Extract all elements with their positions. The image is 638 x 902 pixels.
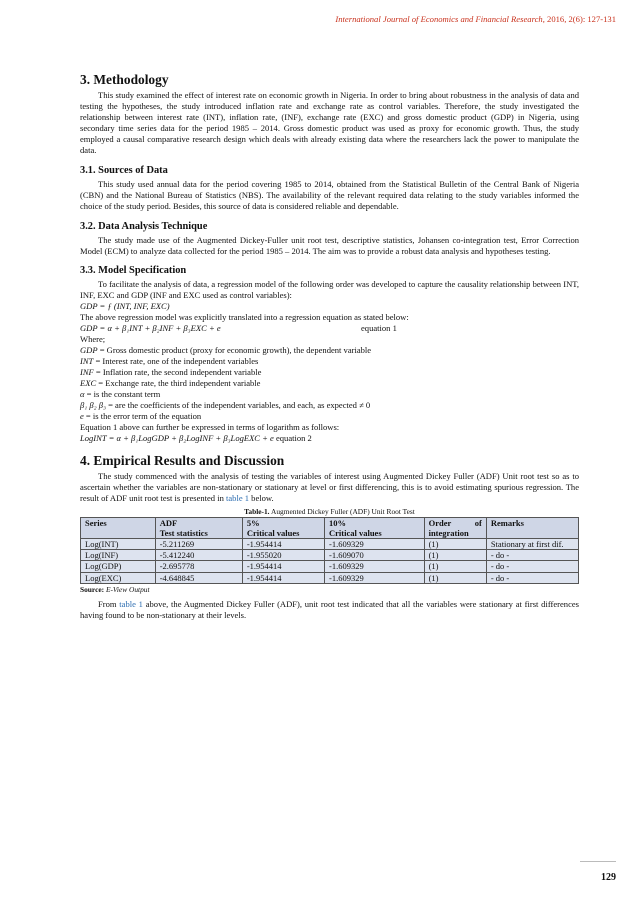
table-source [80, 585, 579, 594]
article-body [80, 72, 579, 621]
equation-1-formula: GDP = α + β₁INT + β₂INF + β₃EXC + e [80, 323, 221, 334]
table-cell: -1.609329 [324, 561, 424, 572]
table-row [81, 539, 579, 550]
table-cell: (1) [424, 539, 486, 550]
model-heading: 3.3. Model Specification [80, 265, 187, 277]
table-cell: -5.412240 [155, 550, 242, 561]
journal-volume: , 2016, 2(6): 127-131 [542, 14, 616, 24]
definition-symbol: INT [80, 356, 94, 367]
table-cell: Log(GDP) [81, 561, 156, 572]
equation-2-label: equation 2 [273, 432, 312, 443]
technique-heading: 3.2. Data Analysis Technique [80, 220, 208, 232]
column-header [324, 517, 424, 538]
column-header-line2 [85, 528, 151, 538]
definition-row [80, 400, 579, 411]
column-header [155, 517, 242, 538]
definition-symbol: EXC [80, 378, 97, 389]
definition-row [80, 378, 579, 389]
column-header-line2: Critical values [328, 527, 382, 538]
page-number: 129 [601, 872, 616, 883]
where-label: Where; [80, 334, 106, 345]
definition-symbol: α [80, 389, 85, 400]
table-cell: Log(INT) [81, 539, 156, 550]
definition-row [80, 411, 579, 422]
table-cell: Log(EXC) [81, 572, 156, 583]
model-translated-text: The above regression model was explicitly translated into a regression equation as stated below: [80, 312, 409, 323]
table-cell: -1.954414 [242, 572, 324, 583]
table-cell: -1.955020 [242, 550, 324, 561]
running-header [335, 14, 616, 24]
log-intro: Equation 1 above can further be expressed in terms of logarithm as follows: [80, 421, 340, 432]
table-cell: -4.648845 [155, 572, 242, 583]
definition-text: = is the constant term [84, 389, 161, 400]
adf-table [80, 517, 579, 584]
table-cell: - do - [486, 550, 578, 561]
column-header-line2 [491, 528, 574, 538]
table-caption [80, 507, 579, 516]
table-1-link[interactable]: table 1 [226, 492, 250, 503]
results-text-a: The study commenced with the analysis of testing the variables of interest using Augmented Dickey Fuller (ADF) Unit root test so as to ascertain whether the variables are non-stationary or stationary at level or first differencing, this is to avoid estimating spurious regression. The result of ADF unit root test is presented in [80, 470, 579, 503]
table-source-label: Source: [80, 584, 105, 594]
equation-2-formula: LogINT = α + β₁LogGDP + β₂LogINF + β₃LogEXC + e [80, 432, 274, 443]
table-row [81, 572, 579, 583]
definition-symbol: INF [80, 367, 94, 378]
table-caption-label: Table-1. [244, 506, 270, 516]
column-header-line2: Critical values [246, 527, 300, 538]
table-cell: - do - [486, 572, 578, 583]
column-header-line2: Test statistics [159, 527, 208, 538]
definition-symbol: GDP [80, 345, 98, 356]
column-header-line1: Order of [428, 517, 482, 528]
definition-text: = are the coefficients of the independent variables, and each, as expected ≠ 0 [105, 399, 371, 410]
table-cell: -1.954414 [242, 539, 324, 550]
table-cell: -1.609070 [324, 550, 424, 561]
column-header-line1: 10% [328, 517, 346, 528]
footer-rule [580, 861, 616, 862]
equation-2 [80, 433, 579, 444]
table-cell: -1.609329 [324, 572, 424, 583]
table-row [81, 550, 579, 561]
equation-1-label: equation 1 [361, 323, 397, 334]
sources-paragraph: This study used annual data for the period covering 1985 to 2014, obtained from the Statistical Bulletin of the Central Bank of Nigeria (CBN) and the National Bureau of Statistics (NBS). The availability of the relevant required data relating to the study variables informed the choice of the study period. Besides, this source of data is considered reliable and dependable. [80, 178, 579, 211]
results-conclusion [80, 599, 579, 621]
table-row [81, 561, 579, 572]
definition-text: = Inflation rate, the second independent variable [93, 367, 262, 378]
table-cell: -2.695778 [155, 561, 242, 572]
definition-text: = Exchange rate, the third independent variable [96, 378, 261, 389]
column-header-line1: 5% [246, 517, 260, 528]
table-source-text: E-View Output [104, 584, 150, 594]
table-cell: - do - [486, 561, 578, 572]
methodology-heading: 3. Methodology [80, 72, 169, 87]
variable-definitions [80, 345, 579, 422]
table-1-link-2[interactable]: table 1 [119, 598, 143, 609]
sources-heading: 3.1. Sources of Data [80, 164, 168, 176]
table-cell: Stationary at first dif. [486, 539, 578, 550]
column-header-line1: ADF [159, 517, 178, 528]
table-cell: (1) [424, 572, 486, 583]
definition-row [80, 389, 579, 400]
column-header [486, 517, 578, 538]
table-cell: (1) [424, 561, 486, 572]
column-header-line2: integration [428, 527, 469, 538]
table-cell: -1.609329 [324, 539, 424, 550]
column-header-line1: Remarks [490, 517, 524, 528]
table-cell: (1) [424, 550, 486, 561]
results-text-b: below. [249, 492, 274, 503]
definition-row [80, 367, 579, 378]
table-cell: -5.211269 [155, 539, 242, 550]
conclusion-text-a: From [98, 598, 120, 609]
table-caption-text: Augmented Dickey Fuller (ADF) Unit Root Test [269, 506, 415, 516]
table-cell: -1.954414 [242, 561, 324, 572]
column-header [242, 517, 324, 538]
table-cell: Log(INF) [81, 550, 156, 561]
table-body [81, 539, 579, 584]
model-function: GDP = ƒ (INT, INF, EXC) [80, 301, 170, 312]
column-header [81, 517, 156, 538]
definition-text: = Interest rate, one of the independent variables [93, 356, 259, 367]
definition-row [80, 345, 579, 356]
definition-text: = is the error term of the equation [83, 410, 202, 421]
methodology-paragraph: This study examined the effect of interest rate on economic growth in Nigeria. In order to bring about robustness in the analysis of data and testing the hypotheses, the study introduced inflation rate and exchange rate as control variables. Therefore, the study investigated the relationship between interest rate (INT), inflation rate, (INF), exchange rate (EXC) and gross domestic product (GDP) in Nigeria, using secondary time series data for the period 1985 – 2014. Gross domestic product was used as proxy for economic growth. Thus, the study employed a causal comparative research design which deals with already existing data where the researchers lack the power to manipulate the data. [80, 90, 579, 155]
technique-paragraph: The study made use of the Augmented Dickey-Fuller unit root test, descriptive statistics, Johansen co-integration test, Error Correction Model (ECM) to analyze data collected for the period 1985 – 2014. The aim was to provide a robust data analysis and hypotheses testing. [80, 234, 579, 256]
results-heading: 4. Empirical Results and Discussion [80, 452, 285, 468]
definition-symbol: e [80, 410, 84, 421]
equation-1 [80, 323, 579, 334]
column-header-line1: Series [85, 517, 107, 528]
table-header-row [81, 517, 579, 538]
model-paragraph: To facilitate the analysis of data, a regression model of the following order was developed to capture the causality relationship between INT, INF, EXC and GDP (INF and EXC used as control variables): [80, 279, 579, 301]
column-header [424, 517, 486, 538]
definition-row [80, 356, 579, 367]
definition-symbol: β₁ β₂ β₃ [80, 399, 106, 410]
journal-name: International Journal of Economics and Financial Research [335, 14, 543, 24]
conclusion-text-b: above, the Augmented Dickey Fuller (ADF), unit root test indicated that all the variables were stationary at first differences having found to be non-stationary at their levels. [80, 598, 579, 620]
definition-text: = Gross domestic product (proxy for economic growth), the dependent variable [97, 345, 372, 356]
results-paragraph [80, 471, 579, 504]
